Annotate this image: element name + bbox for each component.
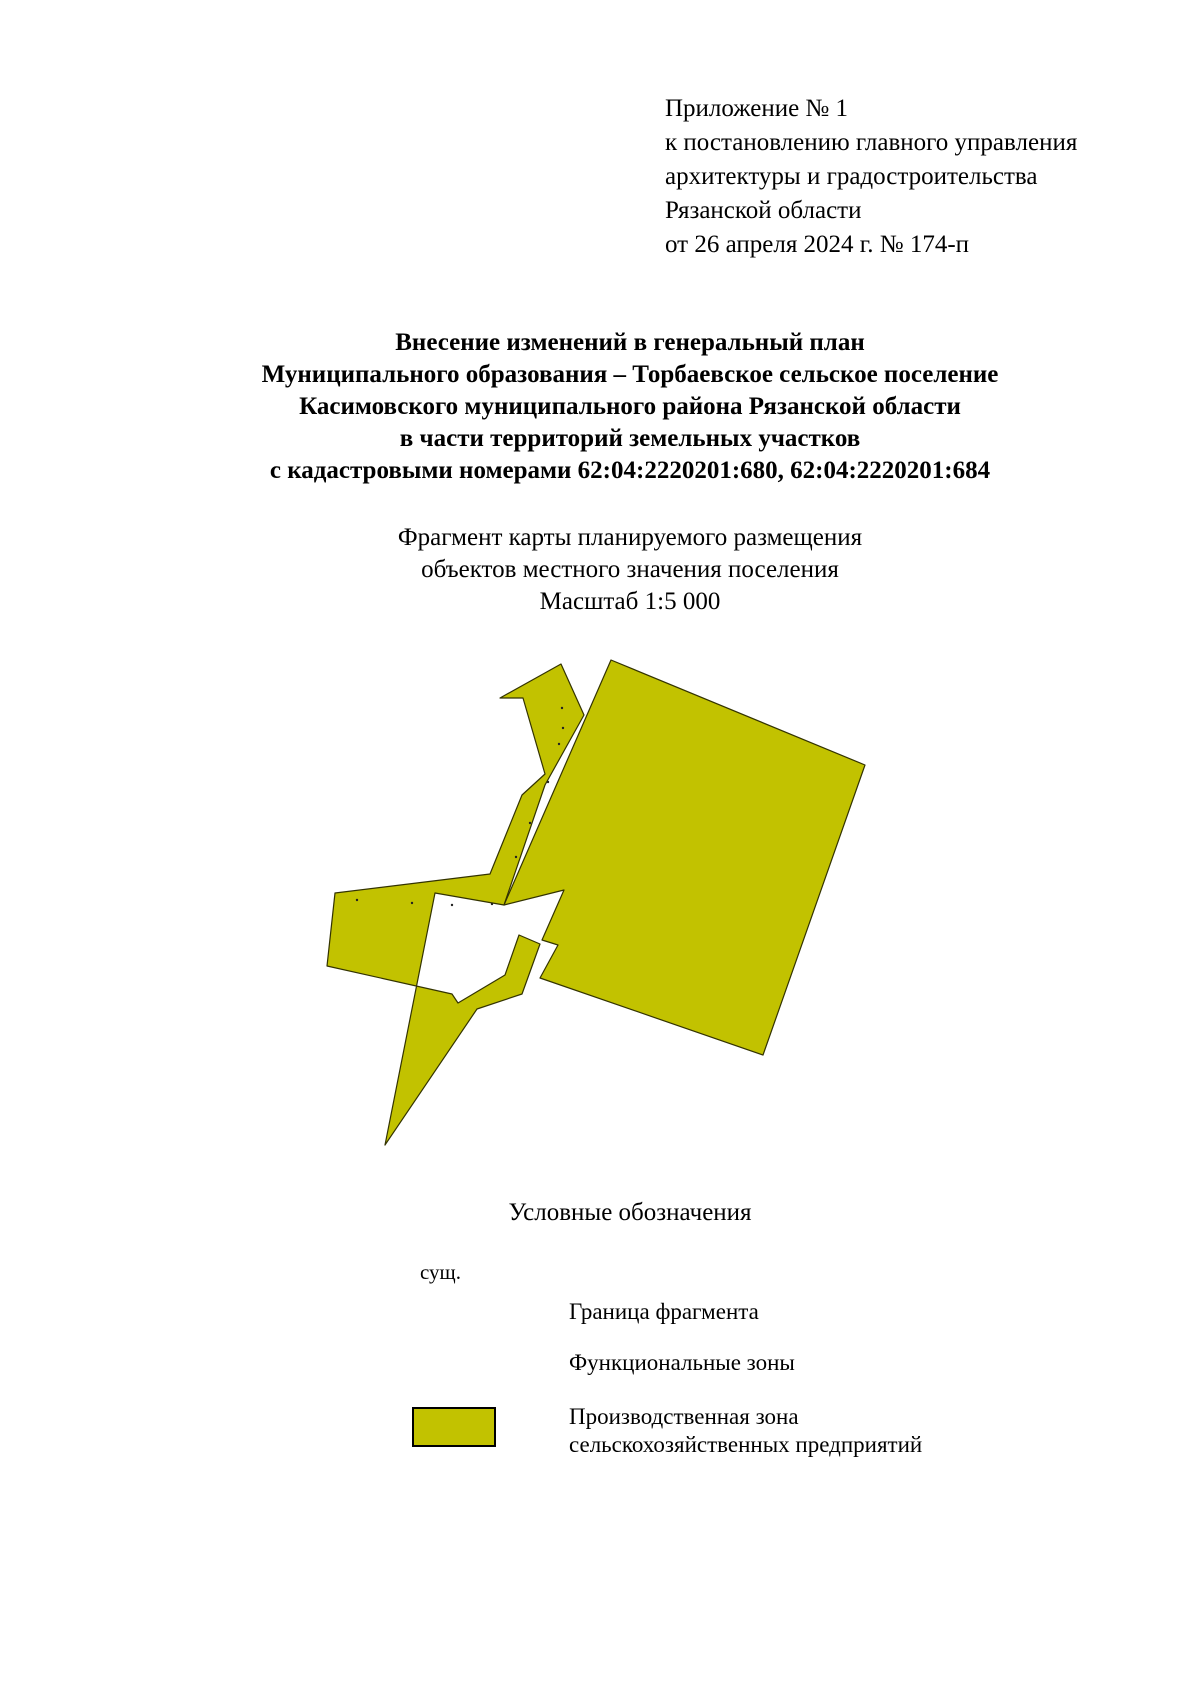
zone-plot-large <box>504 660 865 1055</box>
legend-sush-label: сущ. <box>420 1260 461 1284</box>
legend-zone-label <box>569 1403 922 1459</box>
legend-zone-line: сельскохозяйственных предприятий <box>569 1432 923 1457</box>
subtitle-line: Фрагмент карты планируемого размещения <box>397 524 863 551</box>
appendix-line: от 26 апреля 2024 г. № 174-п <box>665 231 970 258</box>
title-line: в части территорий земельных участков <box>399 425 861 452</box>
document-title <box>0 327 1200 487</box>
subtitle-line: объектов местного значения поселения <box>421 556 839 583</box>
map-scale: Масштаб 1:5 000 <box>539 588 721 615</box>
boundary-dot <box>547 781 549 783</box>
boundary-dots <box>356 707 564 906</box>
boundary-dot <box>515 856 517 858</box>
legend-zone-line: Производственная зона <box>569 1404 799 1429</box>
title-line: Касимовского муниципального района Рязанской области <box>299 393 961 420</box>
title-line: Муниципального образования – Торбаевское сельское поселение <box>261 361 999 388</box>
legend-fragment-border: Граница фрагмента <box>569 1299 759 1324</box>
boundary-dot <box>451 904 453 906</box>
appendix-line: к постановлению главного управления <box>665 129 1078 156</box>
appendix-line: архитектуры и градостроительства <box>665 163 1038 190</box>
boundary-dot <box>562 727 564 729</box>
title-line: Внесение изменений в генеральный план <box>395 329 865 356</box>
zone-plot-small <box>327 664 584 1145</box>
appendix-line: Приложение № 1 <box>665 95 849 122</box>
map-subtitle <box>0 522 1200 618</box>
boundary-dot <box>491 903 493 905</box>
title-line: с кадастровыми номерами 62:04:2220201:680, 62:04:2220201:684 <box>269 457 991 484</box>
appendix-block <box>665 92 1077 262</box>
boundary-dot <box>561 707 563 709</box>
boundary-dot <box>558 743 560 745</box>
legend-zone-swatch <box>412 1407 496 1447</box>
legend-title: Условные обозначения <box>508 1199 752 1226</box>
boundary-dot <box>356 899 358 901</box>
legend-functional-zones: Функциональные зоны <box>569 1350 795 1375</box>
boundary-dot <box>411 902 413 904</box>
appendix-line: Рязанской области <box>665 197 862 224</box>
boundary-dot <box>529 822 531 824</box>
